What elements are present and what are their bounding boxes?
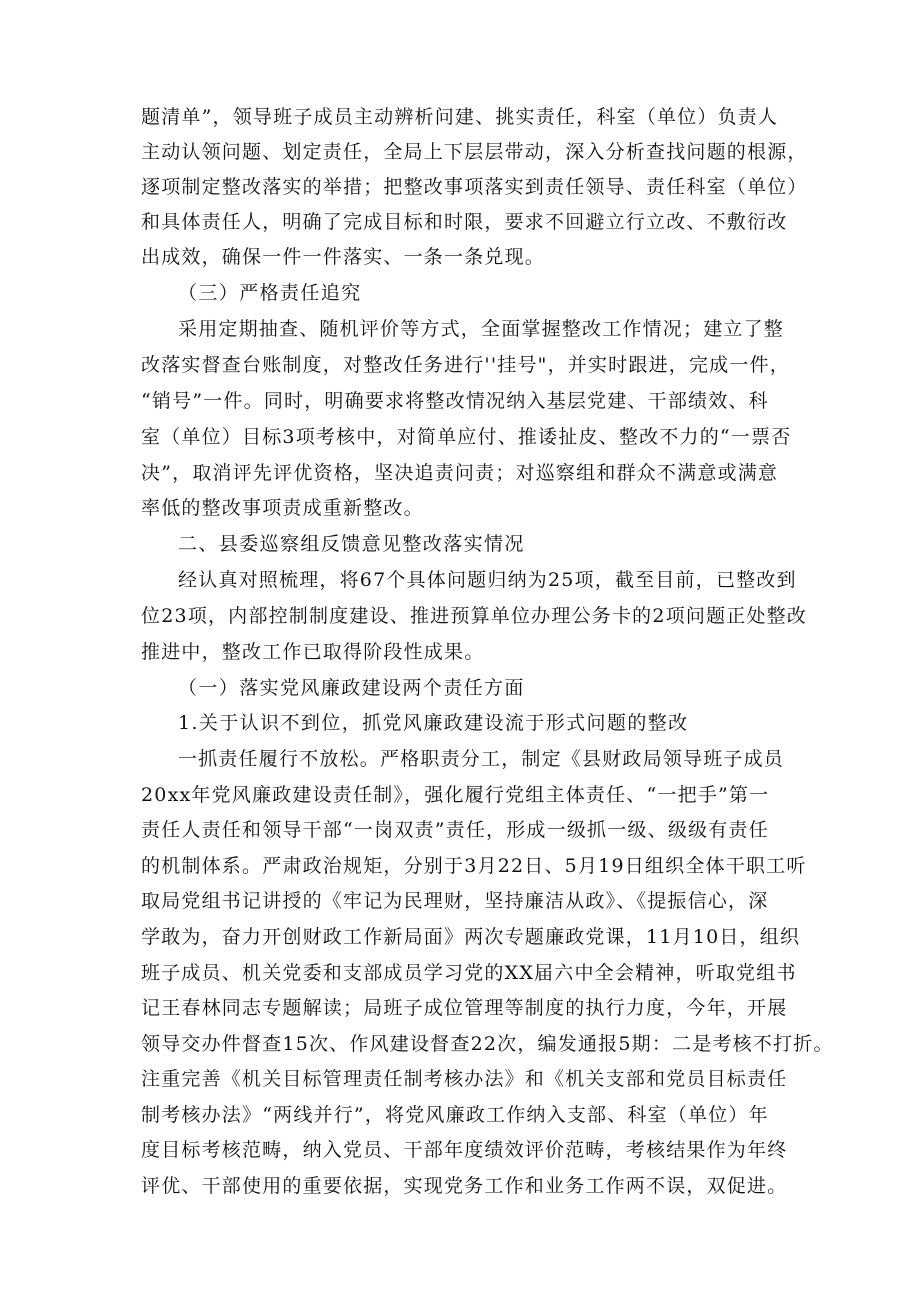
text-line: 学敢为，奋力开创财政工作新局面》两次专题廉政党课，11月10日，组织 <box>141 926 801 948</box>
text-line: 20xx年党风廉政建设责任制》，强化履行党组主体责任、“一把手”第一 <box>141 784 770 806</box>
text-line: 题清单”，领导班子成员主动辨析问建、挑实责任，科室（单位）负责人 <box>141 106 779 128</box>
text-line: 班子成员、机关党委和支部成员学习党的XX届六中全会精神，听取党组书 <box>141 962 797 984</box>
text-line: 率低的整改事项责成重新整改。 <box>141 497 424 519</box>
text-line: 制考核办法》“两线并行”，将党风廉政工作纳入支部、科室（单位）年 <box>141 1104 769 1126</box>
section-heading: 二、县委巡察组反馈意见整改落实情况 <box>178 533 525 555</box>
text-line: “销号”一件。同时，明确要求将整改情况纳入基层党建、干部绩效、科 <box>141 390 769 412</box>
text-line: 出成效，确保一件一件落实、一条一条兑现。 <box>141 246 546 268</box>
text-line: 经认真对照梳理，将67个具体问题归纳为25项，截至目前，已整改到 <box>178 569 797 591</box>
section-heading: （一）落实党风廉政建设两个责任方面 <box>178 677 525 699</box>
text-line: 的机制体系。严肃政治规矩，分别于3月22日、5月19日组织全体干职工听 <box>141 855 807 877</box>
text-line: 改落实督查台账制度，对整改任务进行''挂号"，并实时跟进，完成一件， <box>141 354 790 376</box>
text-line: 决”，取消评先评优资格，坚决追责问责；对巡察组和群众不满意或满意 <box>141 462 779 484</box>
text-line: 室（单位）目标3项考核中，对简单应付、推诿扯皮、整改不力的“一票否 <box>141 426 792 448</box>
text-line: 领导交办件督查15次、作风建设督查22次，编发通报5期：二是考核不打折。 <box>141 1033 834 1055</box>
text-line: 责任人责任和领导干部“一岗双责”责任，形成一级抓一级、级级有责任 <box>141 819 769 841</box>
text-line: 取局党组书记讲授的《牢记为民理财，坚持廉洁从政》、《提振信心，深 <box>141 890 769 912</box>
text-line: 度目标考核范畴，纳入党员、干部年度绩效评价范畴，考核结果作为年终 <box>141 1139 788 1161</box>
text-line: 评优、干部使用的重要依据，实现党务工作和业务工作两不误，双促进。 <box>141 1175 788 1197</box>
text-line: 一抓责任履行不放松。严格职责分工，制定《县财政局领导班子成员 <box>178 748 785 770</box>
text-line: 记王春林同志专题解读；局班子成位管理等制度的执行力度，今年，开展 <box>141 997 788 1019</box>
text-line: 注重完善《机关目标管理责任制考核办法》和《机关支部和党员目标责任 <box>141 1068 788 1090</box>
text-line: 位23项，内部控制制度建设、推进预算单位办理公务卡的2项问题正处整改 <box>141 605 808 627</box>
text-line: 逐项制定整改落实的举措；把整改事项落实到责任领导、责任科室（单位） <box>141 176 808 198</box>
section-heading: （三）严格责任追究 <box>178 282 362 304</box>
text-line: 采用定期抽查、随机评价等方式，全面掌握整改工作情况；建立了整 <box>178 318 785 340</box>
text-line: 和具体责任人，明确了完成目标和时限，要求不回避立行立改、不敷衍改 <box>141 211 788 233</box>
subsection-heading: 1.关于认识不到位，抓党风廉政建设流于形式问题的整改 <box>178 712 689 734</box>
text-line: 主动认领问题、划定责任，全局上下层层带动，深入分析查找问题的根源， <box>141 141 808 163</box>
text-line: 推进中，整改工作已取得阶段性成果。 <box>141 641 485 663</box>
